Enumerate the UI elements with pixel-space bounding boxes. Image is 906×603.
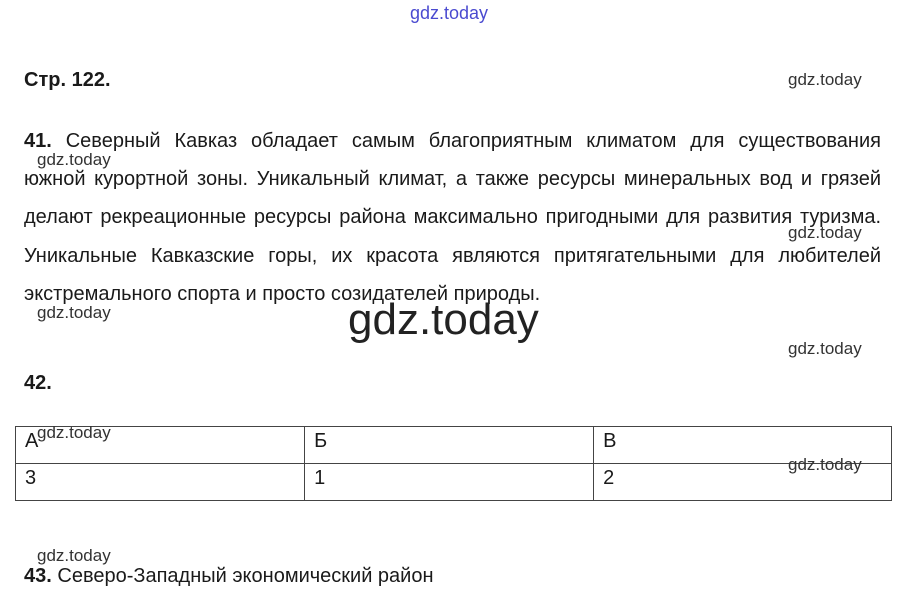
- watermark: gdz.today: [788, 223, 862, 242]
- table-header-row: [16, 427, 892, 464]
- watermark: gdz.today: [788, 339, 862, 358]
- task-41-text: Северный Кавказ обладает самым благоприятным климатом для существования южной курортной зоны. Уникальный климат, а также ресурсы минеральных вод и грязей делают рекреационные ресурсы района максимально пригодными для развития туризма. Уникальные Кавказские горы, их красота являются притягательными для любителей экстремального спорта и просто созидателей природы.: [24, 130, 881, 305]
- task-41-number: 41.: [24, 130, 52, 152]
- watermark-top: gdz.today: [410, 3, 489, 23]
- watermark-large: gdz.today: [348, 295, 539, 344]
- watermark: gdz.today: [37, 546, 111, 565]
- task-42-table: [15, 423, 892, 501]
- table-row: [16, 464, 892, 501]
- watermark: gdz.today: [788, 455, 862, 474]
- page-title: Стр. 122.: [24, 69, 111, 91]
- table-cell: 3: [16, 464, 305, 501]
- task-43-number: 43.: [24, 565, 52, 587]
- watermark: gdz.today: [788, 70, 862, 89]
- task-43-line: [24, 566, 434, 586]
- task-41-paragraph: [24, 122, 881, 313]
- watermark: gdz.today: [37, 303, 111, 322]
- table-header-cell: В: [594, 427, 892, 464]
- watermark: gdz.today: [37, 423, 111, 442]
- table-cell: 2: [594, 464, 892, 501]
- task-42-number: 42.: [24, 372, 52, 394]
- table-header-cell: А: [16, 427, 305, 464]
- task-43-text: Северо-Западный экономический район: [57, 565, 434, 587]
- table-cell: 1: [305, 464, 594, 501]
- watermark: gdz.today: [37, 150, 111, 169]
- table-header-cell: Б: [305, 427, 594, 464]
